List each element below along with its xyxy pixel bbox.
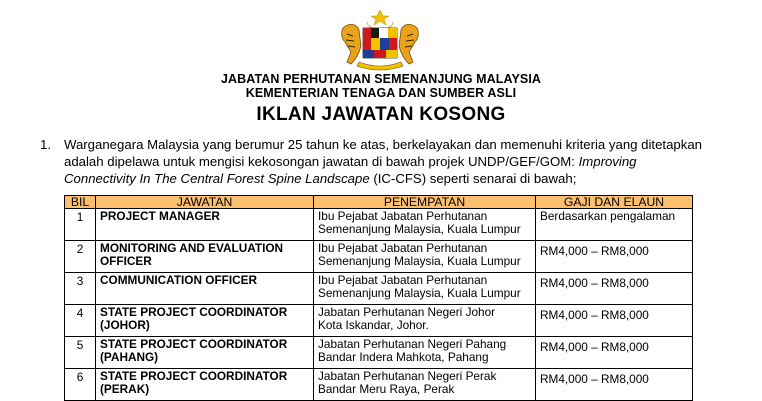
cell-bil: 4 bbox=[65, 305, 96, 337]
gaji-value: Berdasarkan pengalaman bbox=[540, 209, 676, 223]
intro-line-2 bbox=[64, 153, 637, 170]
page-title: IKLAN JAWATAN KOSONG bbox=[256, 104, 506, 125]
ministry-name-line: KEMENTERIAN TENAGA DAN SUMBER ASLI bbox=[245, 86, 517, 100]
cell-penempatan bbox=[314, 305, 536, 337]
jawatan-line: STATE PROJECT COORDINATOR bbox=[100, 337, 288, 351]
jawatan-line: (PAHANG) bbox=[100, 350, 159, 364]
cell-penempatan bbox=[314, 273, 536, 305]
cell-gaji bbox=[536, 305, 693, 337]
cell-jawatan bbox=[96, 241, 314, 273]
penempatan-line: Bandar Indera Mahkota, Pahang bbox=[318, 350, 489, 364]
penempatan-line: Ibu Pejabat Jabatan Perhutanan bbox=[318, 241, 488, 255]
gaji-value: RM4,000 – RM8,000 bbox=[540, 340, 649, 354]
cell-gaji bbox=[536, 241, 693, 273]
cell-jawatan bbox=[96, 337, 314, 369]
cell-jawatan bbox=[96, 305, 314, 337]
intro-line-3-italic: Connectivity In The Central Forest Spine Landscape bbox=[64, 171, 370, 186]
cell-penempatan bbox=[314, 209, 536, 241]
intro-line-1: Warganegara Malaysia yang berumur 25 tahun ke atas, berkelayakan dan memenuhi kriteria yang ditetapkan bbox=[64, 137, 703, 152]
penempatan-line: Semenanjung Malaysia, Kuala Lumpur bbox=[318, 222, 521, 236]
column-header-jawatan: JAWATAN bbox=[96, 196, 314, 209]
gaji-value: RM4,000 – RM8,000 bbox=[540, 308, 649, 322]
table-row bbox=[65, 337, 693, 369]
gaji-value: RM4,000 – RM8,000 bbox=[540, 276, 649, 290]
penempatan-line: Jabatan Perhutanan Negeri Pahang bbox=[318, 337, 507, 351]
jawatan-line: COMMUNICATION OFFICER bbox=[100, 273, 258, 287]
paragraph-number: 1. bbox=[40, 137, 51, 152]
cell-penempatan bbox=[314, 241, 536, 273]
intro-line-3 bbox=[64, 170, 576, 187]
penempatan-line: Bandar Meru Raya, Perak bbox=[318, 382, 455, 396]
cell-gaji bbox=[536, 337, 693, 369]
cell-bil: 5 bbox=[65, 337, 96, 369]
column-header-bil: BIL bbox=[65, 196, 96, 209]
cell-jawatan bbox=[96, 209, 314, 241]
table-row bbox=[65, 241, 693, 273]
table-row bbox=[65, 369, 693, 401]
cell-bil: 2 bbox=[65, 241, 96, 273]
intro-line-2-text: adalah dipelawa untuk mengisi kekosongan jawatan di bawah projek UNDP/GEF/GOM: bbox=[64, 154, 579, 169]
jawatan-line: STATE PROJECT COORDINATOR bbox=[100, 305, 288, 319]
penempatan-line: Jabatan Perhutanan Negeri Perak bbox=[318, 369, 497, 383]
penempatan-line: Jabatan Perhutanan Negeri Johor bbox=[318, 305, 496, 319]
cell-jawatan bbox=[96, 369, 314, 401]
jawatan-line: MONITORING AND EVALUATION bbox=[100, 241, 284, 255]
jawatan-line: STATE PROJECT COORDINATOR bbox=[100, 369, 288, 383]
jawatan-line: (JOHOR) bbox=[100, 318, 150, 332]
coat-of-arms-icon bbox=[337, 8, 423, 72]
cell-gaji bbox=[536, 273, 693, 305]
cell-penempatan bbox=[314, 337, 536, 369]
jawatan-line: (PERAK) bbox=[100, 382, 150, 396]
jawatan-line: PROJECT MANAGER bbox=[100, 209, 220, 223]
gaji-value: RM4,000 – RM8,000 bbox=[540, 244, 649, 258]
cell-gaji bbox=[536, 209, 693, 241]
intro-line-3-text: (IC-CFS) seperti senarai di bawah; bbox=[369, 171, 577, 186]
cell-bil: 3 bbox=[65, 273, 96, 305]
table-header-row bbox=[65, 196, 693, 209]
penempatan-line: Ibu Pejabat Jabatan Perhutanan bbox=[318, 273, 488, 287]
cell-jawatan bbox=[96, 273, 314, 305]
cell-bil: 1 bbox=[65, 209, 96, 241]
penempatan-line: Kota Iskandar, Johor. bbox=[318, 318, 429, 332]
cell-penempatan bbox=[314, 369, 536, 401]
jawatan-line: OFFICER bbox=[100, 254, 152, 268]
penempatan-line: Semenanjung Malaysia, Kuala Lumpur bbox=[318, 254, 521, 268]
table-row bbox=[65, 305, 693, 337]
gaji-value: RM4,000 – RM8,000 bbox=[540, 372, 649, 386]
vacancy-table bbox=[64, 195, 693, 401]
cell-gaji bbox=[536, 369, 693, 401]
cell-bil: 6 bbox=[65, 369, 96, 401]
penempatan-line: Semenanjung Malaysia, Kuala Lumpur bbox=[318, 286, 521, 300]
org-name-line1: JABATAN PERHUTANAN SEMENANJUNG MALAYSIA bbox=[220, 72, 542, 86]
table-row bbox=[65, 209, 693, 241]
table-row bbox=[65, 273, 693, 305]
intro-line-2-italic: Improving bbox=[578, 154, 637, 169]
column-header-gaji: GAJI DAN ELAUN bbox=[536, 196, 693, 209]
column-header-penempatan: PENEMPATAN bbox=[314, 196, 536, 209]
penempatan-line: Ibu Pejabat Jabatan Perhutanan bbox=[318, 209, 488, 223]
